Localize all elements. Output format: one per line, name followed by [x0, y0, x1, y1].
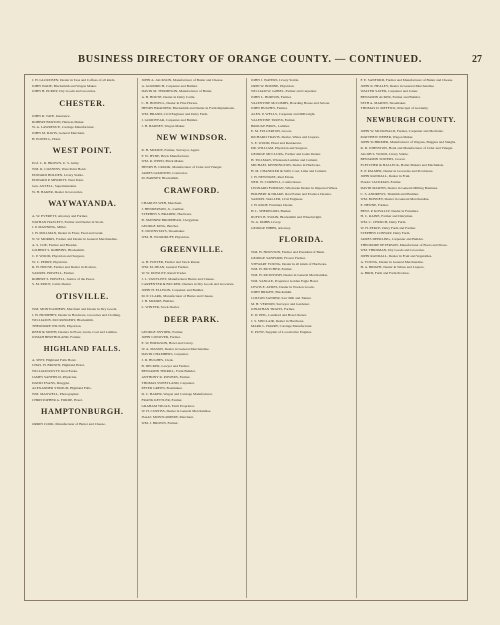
directory-entry: H. POWELL, Hotel.	[32, 136, 61, 141]
directory-entry: WM. SANGLE, Proprietor Golden Eagle Hotel.	[251, 278, 319, 283]
directory-entry: Prof. C. R. BROWN, U. S. Army.	[32, 161, 80, 166]
directory-entry: FRANK KETTLER, Farmer.	[141, 397, 183, 402]
directory-entry: J. S. SINCLAIR, Dealer in Hardware.	[251, 318, 305, 323]
directory-entry: ORRIN COOK, Manufacturer of Butter and Cheese.	[32, 422, 106, 427]
directory-entry: F. W. HYDE, Brick Manufacturer.	[141, 153, 190, 158]
directory-entry: R. H. HOUSE, Farmer and Dealer in Produce.	[32, 265, 97, 270]
directory-entry: JOHN RANDALL, Dealer in Fruit.	[360, 174, 411, 179]
directory-entry: J. P. MANNING, Miller.	[32, 225, 67, 230]
directory-entry: SETH A. MARTIN, Shoemaker.	[360, 100, 406, 105]
directory-entry: ISAAC JACKMAN, Farmer.	[360, 180, 402, 185]
directory-entry: A. S. COE, Farmer and Breeder.	[32, 242, 78, 247]
directory-entry: W. W. DOWLEY, Retail Trader.	[141, 270, 187, 275]
section-heading: WEST POINT.	[52, 146, 113, 156]
directory-entry: E. D. PEIL, Landlord and Hotel Owner.	[251, 312, 307, 317]
directory-entry: JOHN CONOVER, Farmer.	[141, 335, 181, 340]
directory-entry: GEORGE SANFORD, Flower Farmer.	[251, 256, 306, 261]
directory-entry: S. E. WOOD, Hotel and Restaurant.	[251, 140, 302, 145]
directory-entry: DAVID EVANS, Druggist.	[32, 380, 70, 385]
directory-entry: WM. H. MCINTOSH, Dealer in General Merchandise.	[251, 273, 329, 278]
section-heading: FLORIDA.	[278, 235, 324, 245]
directory-entry: W. A. MASON, Dealer in General Merchandise.	[141, 346, 210, 351]
directory-entry: STEWART YOUNG, Dealer in all kinds of Hardware.	[251, 261, 328, 266]
directory-entry: VALENTINE McCOMBS, Boarding House and Saloon.	[251, 100, 331, 105]
directory-entry: M. H. VERNON, Surveyor and Gardener.	[251, 301, 310, 306]
directory-entry: JAMES DEERLING, Carpenter and Builder.	[360, 237, 424, 241]
directory-entry: W. H. BAKER, Dealer in Groceries.	[32, 189, 83, 194]
directory-entry: B. DECKER, Lawyer and Farmer.	[141, 363, 190, 368]
directory-entry: EDWARD HOLDEN, Livery Stable.	[32, 172, 84, 177]
title-suffix: — CONTINUED.	[334, 54, 422, 65]
directory-entry: PETER GREEN, Boatmaker.	[141, 386, 183, 391]
directory-entry: J. HENDERSON, Jr., Lumber.	[141, 206, 185, 211]
directory-entry: WM. BONNEY, Dealer in General Merchandise.	[360, 197, 430, 202]
directory-entry: E. PUNT, Supplier of Locomotive Engines.	[251, 330, 312, 334]
directory-column-4	[357, 78, 467, 598]
directory-entry: CHAS. H. BROWN, Highland Hotel.	[32, 363, 85, 368]
directory-entry: WM. H. BUTCHER, Farmer.	[251, 267, 293, 272]
directory-entry: ALEXANDER STROUD, Highland Falls.	[32, 386, 92, 391]
directory-entry: JOHN W. MCDONALD, Farmer, Carpenter and Mechanic.	[360, 128, 444, 133]
directory-entry: C. H. HOWELL, Dealer in Fine Horses.	[141, 100, 198, 105]
directory-entry: WM. H. WOODRUFF, Physician.	[141, 235, 190, 240]
section-heading: NEW WINDSOR.	[156, 133, 228, 142]
directory-entry: F. E. SANFORD, Farmer and Manufacturer of Butter and Cheese.	[360, 78, 454, 82]
directory-entry: H. M. CHANDLER & SON, Coal, Lime and Cement.	[251, 169, 327, 173]
directory-entry: HENRY B. CROOK, Manufacturer of Cider and Vinegar.	[141, 165, 223, 170]
directory-entry: A. SEET, Highland Falls Hotel.	[32, 357, 77, 362]
directory-entry: JOHN BRIGHT, Blacksmith.	[251, 290, 293, 295]
section-heading: GREENVILLE.	[160, 244, 224, 254]
directory-entry: GEORGE KING, Butcher.	[141, 223, 179, 228]
directory-entry: A. W. EVERETT, Attorney and Farmer.	[32, 214, 88, 219]
directory-entry: LEONARD FURMAN, Wholesale Dealer in Imported Wines.	[251, 186, 339, 191]
directory-entry: A. YOUNG, Dealer in General Merchandise.	[360, 259, 424, 264]
directory-entry: GEORGE MCCLURG, Farmer and Grain Dealer.	[251, 151, 321, 156]
directory-entry: E. DOWNSTAYS, Shoemaker.	[141, 229, 185, 234]
directory-entry: WALTER SAYER, Carpenter and Joiner.	[360, 89, 418, 94]
directory-entry: BENJAMIN TOWERS, Grocer.	[360, 157, 406, 162]
directory-entry: H. C. RAINE, Farmer and Dairyman.	[360, 214, 414, 219]
directory-entry: COLTON SANDER, Saw Mill and Tanner.	[251, 295, 312, 300]
directory-column-3	[247, 78, 357, 598]
section-heading: CHESTER.	[59, 98, 106, 108]
directory-entry: J. D. HUGHES, Clerk.	[141, 358, 174, 362]
directory-entry: ANTHONY R. POWERS, Farmer.	[141, 375, 191, 380]
running-title	[0, 54, 500, 65]
directory-entry: J. H. MILLMAN, Dealer in Flour, Feed and Grain.	[32, 231, 104, 236]
directory-entry: CHRISTOPHER A. FORDE, Hotel.	[32, 397, 83, 402]
directory-entry: JOHN H. PURDY, Dry Goods and Groceries.	[32, 89, 96, 94]
section-heading: HIGHLAND FALLS.	[43, 343, 121, 353]
directory-entry: J. H. ROOF, Furniture Dealer.	[251, 203, 294, 208]
directory-entry: THEODORE PETERSON, Manufacturer of Boots and Shoes.	[360, 242, 448, 247]
directory-entry: W. C. PERRY, Physician.	[32, 259, 68, 264]
directory-entry: WM. BRAND, Civil Engineer and Dairy Farm.	[141, 112, 209, 117]
directory-entry: E. W. HODGSON, Hotel and Livery.	[141, 340, 194, 345]
directory-entry: BENJ. P. KOVALLY, Dealer in Furniture.	[360, 208, 420, 213]
directory-entry: ROBERT S. HOWELL, Justice of the Peace.	[32, 276, 96, 281]
directory-entry: MARK L. HARRY, Carriage Manufacturer.	[251, 324, 313, 329]
directory-entry: BROUGE BROS., Lumber.	[251, 123, 290, 128]
section-heading: WAYWAYANDA.	[48, 199, 117, 209]
title-text: BUSINESS DIRECTORY OF ORANGE COUNTY.	[78, 54, 332, 65]
directory-entry: RUFUS B. SWAIN, Blacksmith and Wheelwright.	[251, 214, 322, 219]
directory-entry: JAMES GOODWIN, Contractor.	[141, 170, 188, 175]
directory-entry: THOMAS SWEETLAND, Carpenter.	[141, 380, 195, 385]
directory-entry: JACOB S. WOOD, Livery Stable.	[360, 151, 409, 156]
directory-entry: A. H. FOSTER, Farmer and Stock Raiser.	[141, 259, 201, 264]
directory-entry: JOHN WADE, Blacksmith and Wagon Maker.	[32, 83, 97, 88]
directory-entry: WM. R. WEED, Brick Maker.	[141, 159, 185, 164]
directory-entry: N. W. MORRIS, Farmer and Dealer in General Merchandise.	[32, 236, 118, 241]
directory-entry: JOHN SCHIRMER, Manufacturer of Wagons, Buggies and Sleighs.	[360, 140, 457, 145]
directory-entry: J. H. GLOUDSEN, Dealer in Teas and Coffees of all kinds.	[32, 78, 116, 82]
directory-entry: WM. M. DEAN, General Farmer.	[141, 265, 189, 270]
directory-columns	[28, 78, 466, 598]
section-heading: CRAWFORD.	[163, 185, 220, 195]
directory-entry: J. H. NEWNOZE, Real Estate.	[251, 174, 295, 179]
directory-entry: W. A. LAWRENCE, Carriage Manufacturer.	[32, 125, 95, 130]
directory-entry: GILBERT S. ROBBINS, Blacksmith.	[32, 248, 85, 253]
page-number: 27	[472, 54, 482, 65]
directory-entry: Gen. AXTELL, Superintendent.	[32, 183, 77, 188]
directory-entry: THEODORE WILTON, Physician.	[32, 323, 82, 328]
directory-entry: JOHN R. HEALEY, Dealer in General Merchandise.	[360, 83, 435, 88]
directory-entry: J. H. MOORE, Builder.	[141, 299, 175, 304]
directory-entry: M. BARNEY, Blacksmith.	[141, 176, 179, 181]
directory-entry: STEPHEN S. BRADER, Hardware.	[141, 212, 193, 217]
section-heading: OTISVILLE.	[55, 291, 109, 301]
directory-entry: JOHN M. DAVIS, General Merchant.	[32, 130, 85, 135]
directory-entry: H. TILLMAN, Wholesale Lumber and Cement.	[251, 157, 318, 162]
directory-entry: W. H. PERCE, Dairy Farm and Farmer.	[360, 225, 416, 230]
directory-entry: WM. THROMAN, Dry Goods and Groceries.	[360, 248, 425, 253]
directory-entry: R. H. MOODY, Farmer, Surveyor, Agent.	[141, 148, 200, 152]
directory-entry: A. B. HOUSE, Dealer in Dairy Cattle.	[141, 95, 196, 100]
directory-entry: STEPHEN CONWAY, Dairy Farm.	[360, 231, 411, 236]
directory-entry: C. P. WOOD, Physician and Surgeon.	[32, 253, 85, 258]
directory-entry: JOHN RANDALL, Dealer in Fruit and Vegetables.	[360, 254, 433, 259]
directory-entry: SAMUEL HOWELL, Farmer.	[32, 270, 75, 275]
directory-entry: WM. R. COZZENS, West Point Hotel.	[32, 166, 87, 171]
directory-entry: R. D. JOHNSTON, Hotel and Manufacturer of Cider and Vinegar.	[360, 146, 454, 150]
directory-entry: DAVID M. THOMPSON, Manufacturer of Butter.	[141, 89, 213, 94]
directory-entry: JOHN HUGHES, Farmer.	[251, 106, 288, 111]
directory-entry: J. L. VANVLEET, Manufacturer Butter and Cheese.	[141, 276, 215, 281]
directory-entry: DR. WILLIAM, Physician and Surgeon.	[251, 146, 308, 151]
directory-entry: WM. J. BROWN, Farmer.	[141, 420, 179, 425]
directory-entry: WILLIAM RUSTY, Real Estate.	[32, 369, 78, 374]
directory-entry: WM. MONTGOMERY, Merchant and Dealer in Dry Goods.	[32, 306, 118, 311]
directory-entry: BENJAMIN TERRILL, Farm Builder.	[141, 369, 196, 374]
directory-entry: ROBERT BURTON, Harness Maker.	[32, 119, 85, 124]
directory-entry: JONATHAN TRAVIS, Farmer.	[251, 307, 295, 312]
directory-entry: REED & SMITH, Dealers in Flour, Grain, Coal and Lumber.	[32, 329, 118, 334]
directory-entry: ISAAC MONTGOMERY, Merchant.	[141, 414, 194, 419]
directory-entry: JOHN A. JACKSON, Manufacturer of Butter and Cheese.	[141, 78, 224, 82]
directory-entry: E. HENNE, Farmer.	[360, 202, 389, 207]
directory-entry: JOHN H. ELLISON, Carpenter and Builder.	[141, 288, 204, 292]
directory-entry: BENJAMIN ACKER, Farmer and Builder.	[360, 95, 421, 100]
directory-column-1	[28, 78, 138, 598]
directory-column-2	[138, 78, 248, 598]
directory-entry: A. GOODRICH, Carpenter and Builder.	[141, 83, 198, 88]
directory-entry: ALEX. P. WELLS, Carpenter and Millwright.	[251, 112, 316, 117]
section-heading: DEER PARK.	[164, 314, 220, 324]
directory-entry: HENRY BRADNER, Blacksmith and Dealer in Farm Implements.	[141, 106, 235, 111]
directory-entry: W. H. CURTISS, Dealer in General Merchandise.	[141, 409, 212, 414]
directory-entry: WILLIAM W. GOBEL, Farmer and Carpenter.	[251, 89, 317, 94]
directory-entry: A. BIRD, Farm and Farm Produce.	[360, 271, 410, 276]
directory-entry: M. P. CLARK, Manufacturer of Butter and Cheese.	[141, 293, 214, 298]
directory-entry: ORIN W. BODINE, Physician.	[251, 83, 295, 88]
directory-entry: E. P. PALMER, Dealer in Groceries and Provisions.	[360, 168, 434, 173]
directory-entry: NATHAN HAZLETT, Farmer and Dealer in Stock.	[32, 219, 105, 224]
directory-entry: JOSIAH BERTHOLAND, Farmer.	[32, 335, 81, 340]
directory-entry: LEWIS E. AYRES, Dealer in Woolen Goods.	[251, 284, 315, 289]
directory-entry: B. SKINNER BRODHEAD, Clergyman.	[141, 218, 200, 222]
directory-entry: NED. W. CORNELL, Confectioner.	[251, 180, 302, 185]
directory-entry: EDWARD P. MERRITT, West Point.	[32, 178, 84, 183]
directory-entry: JOHN J. WATERS, Livery Stable.	[251, 78, 300, 82]
directory-entry: WILLIAM B. McCROSKERY, Blacksmith.	[32, 318, 94, 323]
directory-entry: C. S. ANDREWS, Tinsmith and Plumber.	[360, 191, 419, 196]
section-heading: HAMPTONBURGH.	[41, 407, 124, 417]
directory-entry: MATTHEW WEBER, Wagon Maker.	[360, 134, 414, 139]
directory-entry: GEORGE HIBBS, Attorney.	[251, 225, 292, 230]
directory-entry: JOHN R. TATE, Insurance.	[32, 113, 71, 118]
directory-entry: CHARLES WEB, Merchant.	[141, 200, 183, 205]
directory-entry: MICHAEL KENNINGTON, Dealer in Hardware.	[251, 163, 321, 168]
directory-entry: RICHARD TRAVIS, Dealer, Wines and Liquors.	[251, 134, 320, 139]
directory-entry: VALENTINE TRUEX, Farmer.	[251, 117, 296, 122]
directory-entry: WM. MAXWELL, Photographer.	[32, 391, 80, 396]
directory-entry: HOLBERT & DRAKE, Real Estate and Produce Dealers.	[251, 191, 332, 196]
directory-entry: E. M. FULLERTON, Grocer.	[251, 129, 293, 134]
directory-entry: JAMES SANFIELD, Physician.	[32, 374, 78, 379]
directory-entry: CARPENTER & BUCKER, Dealers in Dry Goods and Groceries.	[141, 282, 235, 287]
directory-entry: L. WINTER, Stock Dealer.	[141, 305, 180, 310]
directory-entry: W. A. DOBB, Livery.	[251, 220, 282, 225]
directory-entry: J. H. BARNEY, Wagon Maker.	[141, 123, 186, 128]
directory-entry: H. L. SHERWOOD, Banker.	[251, 208, 292, 213]
section-heading: NEWBURGH COUNTY.	[366, 114, 456, 124]
directory-entry: DAVID MARTIN, Dealer in General Milling Business.	[360, 185, 438, 190]
directory-entry: J. GOODYEAR, Carpenter and Builder.	[141, 117, 198, 122]
directory-entry: H. A. BRIGHT, Dealer in Wines and Liquors.	[360, 265, 425, 270]
directory-entry: JOHN L. HORTON, Farmer.	[251, 95, 292, 100]
directory-entry: S. M. PRICE, Cattle Dealer.	[32, 282, 72, 287]
directory-entry: FLETCHER & HALLECK, Boiler Makers and Machinists.	[360, 163, 444, 168]
directory-entry: DAVID CHAMBERS, Carpenter.	[141, 352, 189, 357]
directory-entry: D. C. BAKER, Wagon and Carriage Manufacturer.	[141, 392, 213, 397]
directory-entry: WM. C. CHURCH, Dairy Farm.	[360, 219, 407, 224]
directory-entry: WM. H. HOUSTON, Farmer and President of Bank.	[251, 250, 325, 255]
directory-entry: SAMUEL WALLER, Civil Engineer.	[251, 197, 304, 202]
directory-entry: THOMAS D. MEFFICK, Principal of Academy.	[360, 106, 429, 111]
directory-entry: GEORGE SNYDER, Farmer.	[141, 329, 184, 334]
directory-entry: GRAHAM TRUAX, Farm Proprietor.	[141, 403, 195, 408]
directory-entry: J. H. HUMPHEY, Dealer in Hardware, Groceries and Clothing.	[32, 312, 121, 317]
